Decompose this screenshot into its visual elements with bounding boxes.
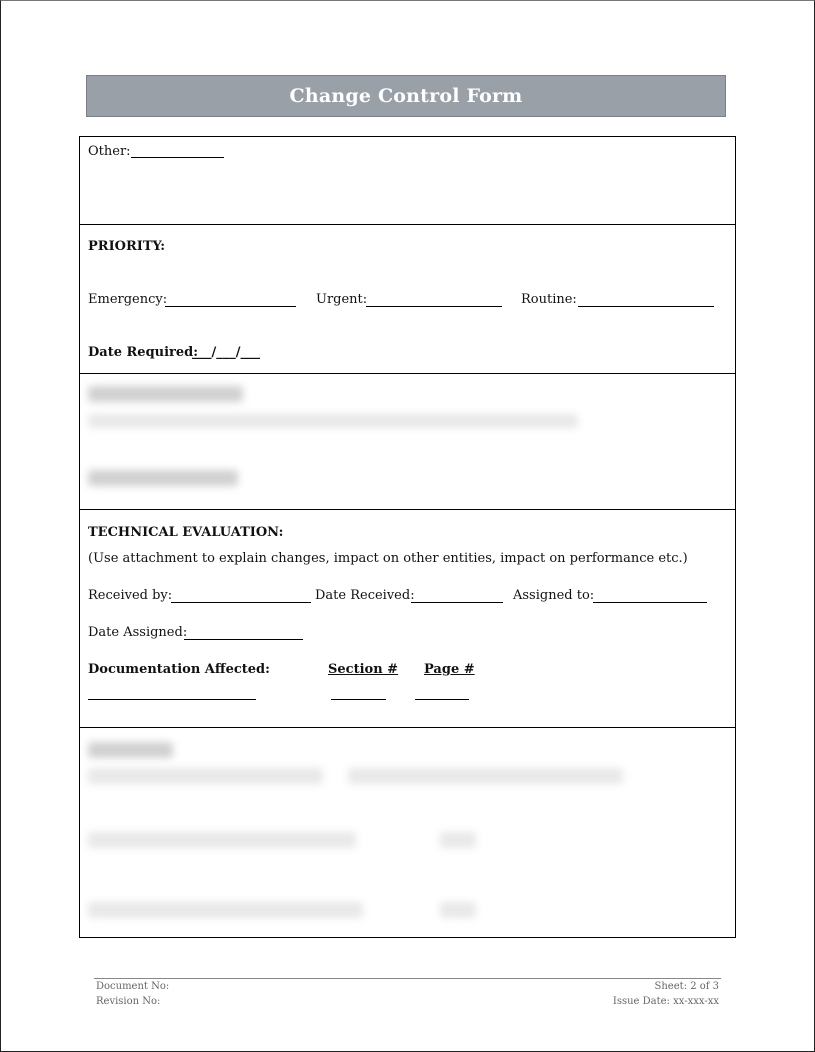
redacted-approval-row-2a [88,832,356,848]
other-label: Other: [88,144,131,159]
technical-evaluation-instructions: (Use attachment to explain changes, impact on other entities, impact on performance etc.) [88,551,688,566]
section-number-field[interactable] [331,699,386,700]
date-assigned-label: Date Assigned: [88,625,188,640]
technical-evaluation-heading: TECHNICAL EVALUATION: [88,525,284,540]
page-number-header: Page # [424,662,475,677]
redacted-approval-row-1a [88,768,323,784]
redacted-approvals-heading [88,742,173,758]
sheet-number: Sheet: 2 of 3 [654,981,719,992]
other-field[interactable] [131,157,224,158]
routine-field[interactable] [578,306,714,307]
form-title-bar [86,75,726,117]
date-required-label: Date Required: [88,345,199,360]
document-no-label: Document No: [96,981,170,992]
redacted-approval-row-3a [88,902,363,918]
redacted-instructions [88,414,578,428]
redacted-attachments [88,470,238,486]
documentation-affected-field[interactable] [88,699,256,700]
routine-label: Routine: [521,292,577,307]
redacted-approval-row-3b [440,902,476,918]
emergency-field[interactable] [165,306,296,307]
page-number-field[interactable] [415,699,469,700]
date-required-field[interactable]: ___/___/___ [192,345,260,360]
date-received-field[interactable] [411,602,503,603]
documentation-affected-label: Documentation Affected: [88,662,270,677]
change-description-section [80,374,735,510]
other-section [80,137,735,225]
redacted-heading [88,386,243,402]
technical-evaluation-section [80,510,735,728]
assigned-to-label: Assigned to: [513,588,595,603]
redacted-approval-row-1b [348,768,623,784]
issue-date: Issue Date: xx-xxx-xx [612,996,719,1007]
urgent-field[interactable] [366,306,502,307]
change-control-form [79,136,736,938]
page-footer [94,978,721,1007]
priority-heading: PRIORITY: [88,239,166,254]
assigned-to-field[interactable] [593,602,707,603]
approvals-section [80,728,735,937]
revision-no-label: Revision No: [96,996,161,1007]
section-number-header: Section # [328,662,399,677]
received-by-field[interactable] [171,602,311,603]
date-assigned-field[interactable] [184,639,303,640]
received-by-label: Received by: [88,588,173,603]
redacted-approval-row-2b [440,832,476,848]
priority-section [80,225,735,374]
date-received-label: Date Received: [315,588,415,603]
urgent-label: Urgent: [316,292,368,307]
form-title: Change Control Form [289,85,523,107]
emergency-label: Emergency: [88,292,168,307]
